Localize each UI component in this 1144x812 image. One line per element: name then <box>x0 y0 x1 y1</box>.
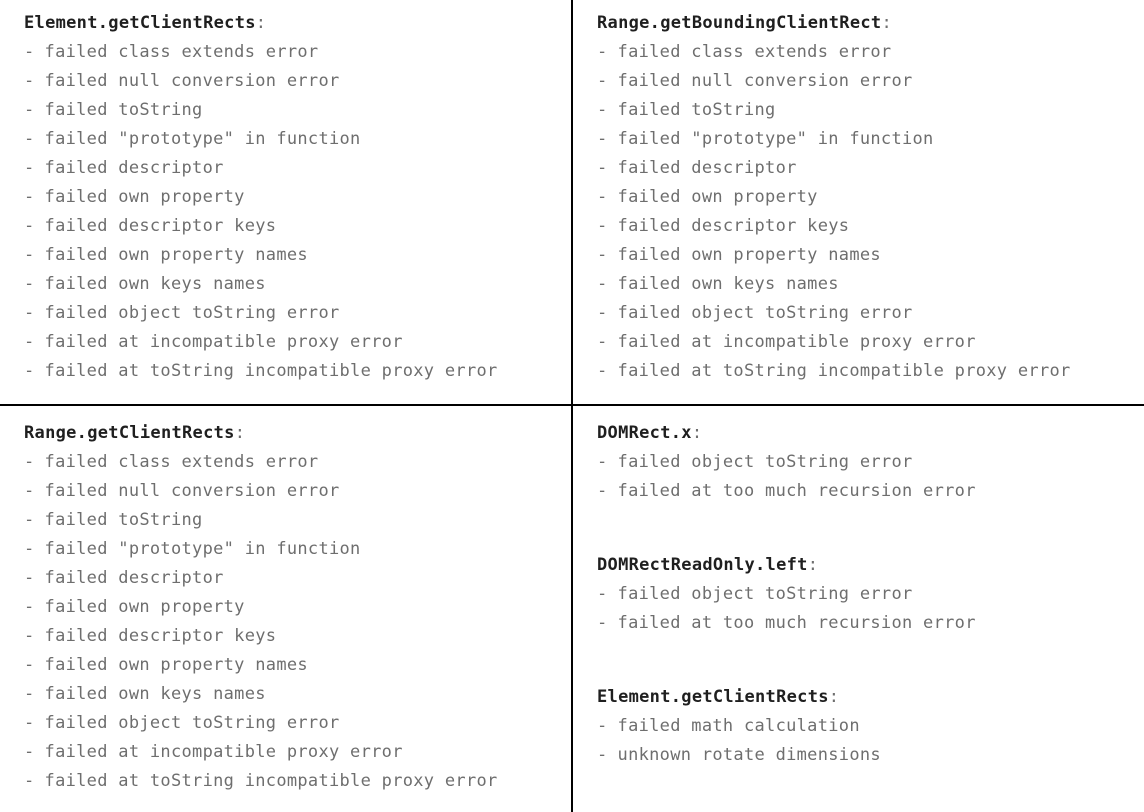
result-item <box>24 67 565 96</box>
result-item <box>24 680 565 709</box>
result-item-label: failed at toString incompatible proxy error <box>617 361 1071 381</box>
result-item-label: failed class extends error <box>44 452 319 472</box>
result-item-label: failed at incompatible proxy error <box>44 742 403 762</box>
section-title-colon: : <box>828 687 840 707</box>
result-item <box>24 328 565 357</box>
dash-bullet: - <box>24 452 35 472</box>
dash-bullet: - <box>597 71 608 91</box>
result-item-label: failed "prototype" in function <box>617 129 934 149</box>
result-list <box>24 448 565 796</box>
result-item <box>24 154 565 183</box>
section-title-text: Element.getClientRects <box>597 687 829 707</box>
result-item <box>597 96 1138 125</box>
result-item <box>24 651 565 680</box>
result-item <box>24 299 565 328</box>
result-item-label: failed descriptor <box>44 158 224 178</box>
result-item <box>24 535 565 564</box>
result-item <box>24 448 565 477</box>
result-item-label: failed own property <box>44 187 245 207</box>
section-title-colon: : <box>881 13 892 33</box>
dash-bullet: - <box>24 71 35 91</box>
dash-bullet: - <box>597 274 608 294</box>
quadrant-bottom-right <box>573 406 1144 812</box>
result-item <box>597 477 1138 506</box>
result-item <box>597 580 1138 609</box>
result-item <box>597 741 1138 770</box>
section-title <box>597 551 1138 580</box>
result-item-label: failed object toString error <box>44 713 340 733</box>
result-item-label: failed null conversion error <box>44 481 340 501</box>
result-item <box>597 67 1138 96</box>
section-title-text: Element.getClientRects <box>24 13 256 33</box>
section-title <box>597 9 1138 38</box>
result-item-label: failed at too much recursion error <box>617 613 976 633</box>
section-title-colon: : <box>255 13 267 33</box>
result-item <box>24 477 565 506</box>
dash-bullet: - <box>24 539 35 559</box>
result-item-label: failed "prototype" in function <box>44 539 361 559</box>
panel-range-getboundingclientrect <box>597 9 1138 386</box>
result-item <box>24 564 565 593</box>
result-item-label: failed toString <box>44 510 203 530</box>
dash-bullet: - <box>597 187 608 207</box>
result-item-label: unknown rotate dimensions <box>617 745 881 765</box>
dash-bullet: - <box>24 274 35 294</box>
panel-domrectreadonly-left <box>597 551 1138 638</box>
result-item-label: failed toString <box>44 100 203 120</box>
panel-element-getclientrects <box>24 9 565 386</box>
dash-bullet: - <box>597 216 608 236</box>
section-title-colon: : <box>807 555 819 575</box>
result-item-label: failed "prototype" in function <box>44 129 361 149</box>
result-item-label: failed descriptor keys <box>617 216 850 236</box>
section-title-text: DOMRectReadOnly.left <box>597 555 808 575</box>
result-item-label: failed own keys names <box>44 274 266 294</box>
result-item <box>24 241 565 270</box>
dash-bullet: - <box>24 216 35 236</box>
dash-bullet: - <box>24 684 35 704</box>
result-item <box>24 622 565 651</box>
dash-bullet: - <box>597 584 608 604</box>
dash-bullet: - <box>24 597 35 617</box>
result-item-label: failed own property <box>44 597 245 617</box>
result-item <box>24 506 565 535</box>
section-title <box>24 419 565 448</box>
dash-bullet: - <box>24 303 35 323</box>
result-item <box>597 609 1138 638</box>
result-item-label: failed descriptor keys <box>44 626 277 646</box>
result-list <box>597 580 1138 638</box>
result-item <box>597 712 1138 741</box>
dash-bullet: - <box>597 129 608 149</box>
result-item <box>24 738 565 767</box>
section-title-text: Range.getClientRects <box>24 423 235 443</box>
result-item <box>24 183 565 212</box>
result-item-label: failed descriptor keys <box>44 216 277 236</box>
dash-bullet: - <box>597 716 608 736</box>
result-item-label: failed class extends error <box>617 42 892 62</box>
result-item <box>597 448 1138 477</box>
result-item-label: failed class extends error <box>44 42 319 62</box>
section-title-colon: : <box>234 423 246 443</box>
section-title-colon: : <box>691 423 703 443</box>
result-list <box>597 38 1138 386</box>
dash-bullet: - <box>24 568 35 588</box>
dash-bullet: - <box>24 158 35 178</box>
result-item-label: failed descriptor <box>44 568 224 588</box>
result-item-label: failed own keys names <box>44 684 266 704</box>
quadrant-bottom-left <box>0 406 573 812</box>
section-title <box>597 419 1138 448</box>
dash-bullet: - <box>597 100 608 120</box>
result-item <box>24 96 565 125</box>
dash-bullet: - <box>24 129 35 149</box>
panel-range-getclientrects <box>24 419 565 796</box>
dash-bullet: - <box>24 42 35 62</box>
dash-bullet: - <box>597 613 608 633</box>
dash-bullet: - <box>597 42 608 62</box>
dash-bullet: - <box>597 245 608 265</box>
result-item-label: failed null conversion error <box>44 71 340 91</box>
quadrant-top-left <box>0 0 573 406</box>
result-item-label: failed at toString incompatible proxy error <box>44 771 498 791</box>
result-item-label: failed own keys names <box>617 274 839 294</box>
result-item <box>24 38 565 67</box>
section-title <box>24 9 565 38</box>
result-item <box>24 709 565 738</box>
dash-bullet: - <box>24 655 35 675</box>
dash-bullet: - <box>24 481 35 501</box>
result-item-label: failed at incompatible proxy error <box>617 332 976 352</box>
dash-bullet: - <box>24 713 35 733</box>
dash-bullet: - <box>597 452 608 472</box>
result-item-label: failed toString <box>617 100 776 120</box>
result-item <box>597 154 1138 183</box>
result-item <box>24 593 565 622</box>
result-item <box>597 241 1138 270</box>
result-item-label: failed own property names <box>44 245 308 265</box>
result-item-label: failed descriptor <box>617 158 797 178</box>
result-item-label: failed object toString error <box>617 303 913 323</box>
dash-bullet: - <box>24 187 35 207</box>
panel-element-getclientrects-2 <box>597 683 1138 770</box>
result-item <box>597 328 1138 357</box>
result-item-label: failed math calculation <box>617 716 860 736</box>
section-title-text: DOMRect.x <box>597 423 692 443</box>
result-item <box>24 270 565 299</box>
dash-bullet: - <box>24 100 35 120</box>
result-item <box>24 357 565 386</box>
result-item-label: failed at incompatible proxy error <box>44 332 403 352</box>
result-list <box>24 38 565 386</box>
result-item <box>597 299 1138 328</box>
result-item-label: failed null conversion error <box>617 71 913 91</box>
result-item-label: failed at too much recursion error <box>617 481 976 501</box>
result-item <box>24 767 565 796</box>
result-list <box>597 712 1138 770</box>
dash-bullet: - <box>597 481 608 501</box>
result-item-label: failed at toString incompatible proxy error <box>44 361 498 381</box>
dash-bullet: - <box>24 332 35 352</box>
result-item <box>24 212 565 241</box>
result-list <box>597 448 1138 506</box>
result-item-label: failed object toString error <box>617 584 913 604</box>
result-item <box>597 270 1138 299</box>
result-item-label: failed own property names <box>44 655 308 675</box>
dash-bullet: - <box>24 361 35 381</box>
result-item <box>597 183 1138 212</box>
dash-bullet: - <box>24 245 35 265</box>
panel-domrect-x <box>597 419 1138 506</box>
result-item <box>597 212 1138 241</box>
result-item-label: failed own property <box>617 187 818 207</box>
dash-bullet: - <box>597 332 608 352</box>
result-item-label: failed own property names <box>617 245 881 265</box>
quadrant-top-right <box>573 0 1144 406</box>
result-item-label: failed object toString error <box>44 303 340 323</box>
result-item <box>597 357 1138 386</box>
dash-bullet: - <box>24 626 35 646</box>
result-item <box>597 125 1138 154</box>
dash-bullet: - <box>597 303 608 323</box>
section-title <box>597 683 1138 712</box>
result-item <box>24 125 565 154</box>
dash-bullet: - <box>597 361 608 381</box>
dash-bullet: - <box>24 742 35 762</box>
dash-bullet: - <box>24 771 35 791</box>
dash-bullet: - <box>597 745 608 765</box>
result-item-label: failed object toString error <box>617 452 913 472</box>
result-item <box>597 38 1138 67</box>
dash-bullet: - <box>597 158 608 178</box>
dash-bullet: - <box>24 510 35 530</box>
section-title-text: Range.getBoundingClientRect <box>597 13 882 33</box>
